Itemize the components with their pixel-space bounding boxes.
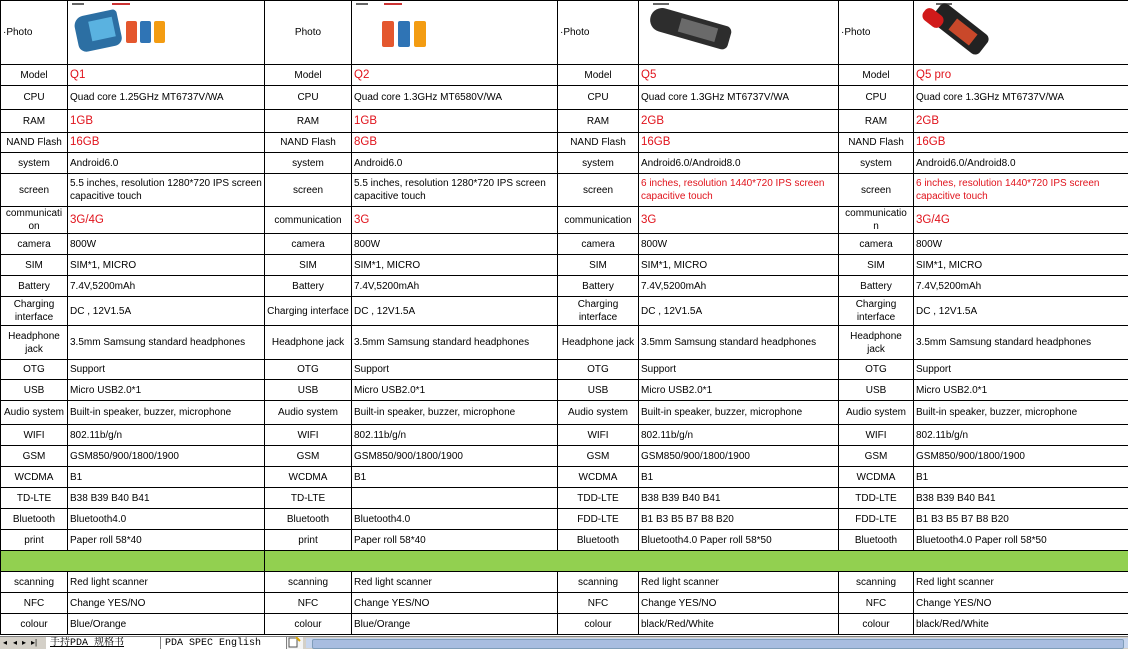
- model-label-cell[interactable]: Model: [558, 65, 639, 86]
- gsm-label-cell[interactable]: GSM: [558, 446, 639, 467]
- scanning-label-cell[interactable]: scanning: [265, 572, 352, 593]
- lte1-value-cell[interactable]: B38 B39 B40 B41: [639, 488, 839, 509]
- nfc-value-cell[interactable]: Change YES/NO: [68, 593, 265, 614]
- photo-label-cell[interactable]: ·Photo: [558, 1, 639, 65]
- scanning-label-cell[interactable]: scanning: [558, 572, 639, 593]
- ram-label-cell[interactable]: RAM: [839, 110, 914, 133]
- headphone-value-cell[interactable]: 3.5mm Samsung standard headphones: [914, 326, 1128, 360]
- otg-label-cell[interactable]: OTG: [839, 360, 914, 380]
- usb-label-cell[interactable]: USB: [839, 380, 914, 401]
- gsm-label-cell[interactable]: GSM: [839, 446, 914, 467]
- charging-value-cell[interactable]: DC , 12V1.5A: [352, 297, 558, 326]
- audio-label-cell[interactable]: Audio system: [839, 401, 914, 425]
- lte1-value-cell[interactable]: B38 B39 B40 B41: [68, 488, 265, 509]
- audio-label-cell[interactable]: Audio system: [265, 401, 352, 425]
- row-colour: [1, 614, 1128, 635]
- cpu-label-cell[interactable]: CPU: [265, 86, 352, 110]
- usb-value-cell[interactable]: Micro USB2.0*1: [914, 380, 1128, 401]
- wcdma-label-cell[interactable]: WCDMA: [265, 467, 352, 488]
- battery-label-cell[interactable]: Battery: [839, 276, 914, 297]
- charging-value-cell[interactable]: DC , 12V1.5A: [639, 297, 839, 326]
- row20-value-cell[interactable]: Bluetooth4.0: [68, 509, 265, 530]
- gsm-value-cell[interactable]: GSM850/900/1800/1900: [68, 446, 265, 467]
- lte1-value-cell[interactable]: [352, 488, 558, 509]
- scanning-value-cell[interactable]: Red light scanner: [639, 572, 839, 593]
- flash-value-cell[interactable]: 8GB: [352, 133, 558, 153]
- otg-value-cell[interactable]: Support: [914, 360, 1128, 380]
- separator-cell[interactable]: [265, 551, 1128, 572]
- scanning-label-cell[interactable]: scanning: [1, 572, 68, 593]
- ram-value-cell[interactable]: 2GB: [914, 110, 1128, 133]
- wcdma-label-cell[interactable]: WCDMA: [839, 467, 914, 488]
- row-gsm: [1, 446, 1128, 467]
- charging-value-cell[interactable]: DC , 12V1.5A: [914, 297, 1128, 326]
- screen-label-cell[interactable]: screen: [1, 174, 68, 207]
- product-photo-cell[interactable]: [352, 1, 558, 65]
- scanning-value-cell[interactable]: Red light scanner: [352, 572, 558, 593]
- headphone-label-cell[interactable]: Headphone jack: [839, 326, 914, 360]
- colour-value-cell[interactable]: black/Red/White: [914, 614, 1128, 635]
- audio-value-cell[interactable]: Built-in speaker, buzzer, microphone: [68, 401, 265, 425]
- wifi-label-cell[interactable]: WIFI: [265, 425, 352, 446]
- gsm-value-cell[interactable]: GSM850/900/1800/1900: [914, 446, 1128, 467]
- new-sheet-icon[interactable]: [286, 637, 303, 649]
- nfc-value-cell[interactable]: Change YES/NO: [352, 593, 558, 614]
- row21-value-cell[interactable]: Bluetooth4.0 Paper roll 58*50: [639, 530, 839, 551]
- screen-value-cell[interactable]: 6 inches, resolution 1440*720 IPS screen capacitive touch: [914, 174, 1128, 207]
- sim-value-cell[interactable]: SIM*1, MICRO: [914, 255, 1128, 276]
- row-scanning: [1, 572, 1128, 593]
- usb-label-cell[interactable]: USB: [558, 380, 639, 401]
- model-label-cell[interactable]: Model: [1, 65, 68, 86]
- colour-value-cell[interactable]: black/Red/White: [639, 614, 839, 635]
- flash-value-cell[interactable]: 16GB: [914, 133, 1128, 153]
- gsm-label-cell[interactable]: GSM: [265, 446, 352, 467]
- otg-label-cell[interactable]: OTG: [558, 360, 639, 380]
- ram-label-cell[interactable]: RAM: [1, 110, 68, 133]
- colour-label-cell[interactable]: colour: [558, 614, 639, 635]
- gsm-value-cell[interactable]: GSM850/900/1800/1900: [639, 446, 839, 467]
- headphone-label-cell[interactable]: Headphone jack: [1, 326, 68, 360]
- sim-label-cell[interactable]: SIM: [1, 255, 68, 276]
- audio-value-cell[interactable]: Built-in speaker, buzzer, microphone: [352, 401, 558, 425]
- otg-value-cell[interactable]: Support: [352, 360, 558, 380]
- row-usb: [1, 380, 1128, 401]
- row-model: [1, 65, 1128, 86]
- row-charging: [1, 297, 1128, 326]
- row-nfc: [1, 593, 1128, 614]
- sim-label-cell[interactable]: SIM: [839, 255, 914, 276]
- wifi-label-cell[interactable]: WIFI: [839, 425, 914, 446]
- row21-label-cell[interactable]: Bluetooth: [558, 530, 639, 551]
- otg-value-cell[interactable]: Support: [68, 360, 265, 380]
- product-photo-q2: [352, 1, 432, 65]
- wifi-value-cell[interactable]: 802.11b/g/n: [352, 425, 558, 446]
- row20-label-cell[interactable]: FDD-LTE: [839, 509, 914, 530]
- headphone-value-cell[interactable]: 3.5mm Samsung standard headphones: [68, 326, 265, 360]
- row21-value-cell[interactable]: Paper roll 58*40: [68, 530, 265, 551]
- screen-label-cell[interactable]: screen: [558, 174, 639, 207]
- battery-value-cell[interactable]: 7.4V,5200mAh: [68, 276, 265, 297]
- wifi-label-cell[interactable]: WIFI: [1, 425, 68, 446]
- comm-label-cell[interactable]: communication: [265, 207, 352, 234]
- charging-label-cell[interactable]: Charging interface: [839, 297, 914, 326]
- screen-label-cell[interactable]: screen: [265, 174, 352, 207]
- row-wifi: [1, 425, 1128, 446]
- row20-label-cell[interactable]: FDD-LTE: [558, 509, 639, 530]
- lte1-value-cell[interactable]: B38 B39 B40 B41: [914, 488, 1128, 509]
- row-lte1: [1, 488, 1128, 509]
- model-label-cell[interactable]: Model: [839, 65, 914, 86]
- photo-label-cell[interactable]: Photo: [265, 1, 352, 65]
- row21-value-cell[interactable]: Paper roll 58*40: [352, 530, 558, 551]
- system-label-cell[interactable]: system: [265, 153, 352, 174]
- lte1-label-cell[interactable]: TDD-LTE: [558, 488, 639, 509]
- comm-value-cell[interactable]: 3G: [352, 207, 558, 234]
- otg-label-cell[interactable]: OTG: [265, 360, 352, 380]
- row21-value-cell[interactable]: Bluetooth4.0 Paper roll 58*50: [914, 530, 1128, 551]
- sim-value-cell[interactable]: SIM*1, MICRO: [68, 255, 265, 276]
- sheet-tab-chinese-spec[interactable]: 手持PDA 规格书: [46, 637, 164, 649]
- cpu-label-cell[interactable]: CPU: [1, 86, 68, 110]
- row-headphone: [1, 326, 1128, 360]
- lte1-label-cell[interactable]: TDD-LTE: [839, 488, 914, 509]
- audio-label-cell[interactable]: Audio system: [1, 401, 68, 425]
- scanning-value-cell[interactable]: Red light scanner: [914, 572, 1128, 593]
- nfc-label-cell[interactable]: NFC: [558, 593, 639, 614]
- audio-label-cell[interactable]: Audio system: [558, 401, 639, 425]
- row-flash: [1, 133, 1128, 153]
- nfc-label-cell[interactable]: NFC: [839, 593, 914, 614]
- camera-label-cell[interactable]: camera: [1, 234, 68, 255]
- system-label-cell[interactable]: system: [558, 153, 639, 174]
- model-value-cell[interactable]: Q5 pro: [914, 65, 1128, 86]
- row20-label-cell[interactable]: Bluetooth: [1, 509, 68, 530]
- wifi-label-cell[interactable]: WIFI: [558, 425, 639, 446]
- model-value-cell[interactable]: Q5: [639, 65, 839, 86]
- battery-value-cell[interactable]: 7.4V,5200mAh: [352, 276, 558, 297]
- colour-label-cell[interactable]: colour: [1, 614, 68, 635]
- cpu-value-cell[interactable]: Quad core 1.3GHz MT6737V/WA: [639, 86, 839, 110]
- wifi-value-cell[interactable]: 802.11b/g/n: [914, 425, 1128, 446]
- photo-label-cell[interactable]: ·Photo: [839, 1, 914, 65]
- otg-value-cell[interactable]: Support: [639, 360, 839, 380]
- cpu-value-cell[interactable]: Quad core 1.3GHz MT6580V/WA: [352, 86, 558, 110]
- system-value-cell[interactable]: Android6.0/Android8.0: [639, 153, 839, 174]
- flash-value-cell[interactable]: 16GB: [639, 133, 839, 153]
- camera-label-cell[interactable]: camera: [839, 234, 914, 255]
- row-ram: [1, 110, 1128, 133]
- last-sheet-button[interactable]: ▸|: [31, 639, 37, 647]
- audio-value-cell[interactable]: Built-in speaker, buzzer, microphone: [914, 401, 1128, 425]
- ram-value-cell[interactable]: 2GB: [639, 110, 839, 133]
- row21-label-cell[interactable]: print: [1, 530, 68, 551]
- next-sheet-button[interactable]: ▸: [22, 639, 26, 647]
- comm-value-cell[interactable]: 3G/4G: [68, 207, 265, 234]
- battery-value-cell[interactable]: 7.4V,5200mAh: [639, 276, 839, 297]
- cpu-label-cell[interactable]: CPU: [558, 86, 639, 110]
- sim-value-cell[interactable]: SIM*1, MICRO: [639, 255, 839, 276]
- row-screen: [1, 174, 1128, 207]
- battery-label-cell[interactable]: Battery: [558, 276, 639, 297]
- product-photo-cell[interactable]: [639, 1, 839, 65]
- prev-sheet-button[interactable]: ◂: [13, 639, 17, 647]
- colour-value-cell[interactable]: Blue/Orange: [68, 614, 265, 635]
- scanning-label-cell[interactable]: scanning: [839, 572, 914, 593]
- audio-value-cell[interactable]: Built-in speaker, buzzer, microphone: [639, 401, 839, 425]
- scanning-value-cell[interactable]: Red light scanner: [68, 572, 265, 593]
- colour-label-cell[interactable]: colour: [265, 614, 352, 635]
- cpu-label-cell[interactable]: CPU: [839, 86, 914, 110]
- camera-value-cell[interactable]: 800W: [352, 234, 558, 255]
- sheet-tab-bar: [0, 636, 1128, 649]
- product-photo-cell[interactable]: [68, 1, 265, 65]
- model-value-cell[interactable]: Q1: [68, 65, 265, 86]
- row20-value-cell[interactable]: B1 B3 B5 B7 B8 B20: [639, 509, 839, 530]
- row-battery: [1, 276, 1128, 297]
- photo-label-cell[interactable]: ·Photo: [1, 1, 68, 65]
- usb-value-cell[interactable]: Micro USB2.0*1: [68, 380, 265, 401]
- row-sim: [1, 255, 1128, 276]
- row-otg: [1, 360, 1128, 380]
- screen-label-cell[interactable]: screen: [839, 174, 914, 207]
- flash-label-cell[interactable]: NAND Flash: [265, 133, 352, 153]
- row20-label-cell[interactable]: Bluetooth: [265, 509, 352, 530]
- flash-label-cell[interactable]: NAND Flash: [839, 133, 914, 153]
- screen-value-cell[interactable]: 6 inches, resolution 1440*720 IPS screen capacitive touch: [639, 174, 839, 207]
- flash-value-cell[interactable]: 16GB: [68, 133, 265, 153]
- system-value-cell[interactable]: Android6.0: [68, 153, 265, 174]
- comm-value-cell[interactable]: 3G: [639, 207, 839, 234]
- flash-label-cell[interactable]: NAND Flash: [558, 133, 639, 153]
- row20-value-cell[interactable]: Bluetooth4.0: [352, 509, 558, 530]
- system-label-cell[interactable]: system: [1, 153, 68, 174]
- battery-label-cell[interactable]: Battery: [265, 276, 352, 297]
- headphone-value-cell[interactable]: 3.5mm Samsung standard headphones: [639, 326, 839, 360]
- otg-label-cell[interactable]: OTG: [1, 360, 68, 380]
- ram-label-cell[interactable]: RAM: [265, 110, 352, 133]
- flash-label-cell[interactable]: NAND Flash: [1, 133, 68, 153]
- row-row20: [1, 509, 1128, 530]
- comm-label-cell[interactable]: communication: [558, 207, 639, 234]
- model-label-cell[interactable]: Model: [265, 65, 352, 86]
- camera-value-cell[interactable]: 800W: [68, 234, 265, 255]
- camera-label-cell[interactable]: camera: [558, 234, 639, 255]
- charging-label-cell[interactable]: Charging interface: [265, 297, 352, 326]
- sim-label-cell[interactable]: SIM: [265, 255, 352, 276]
- product-photo-q5-pro: [914, 1, 1014, 65]
- row21-label-cell[interactable]: Bluetooth: [839, 530, 914, 551]
- nfc-value-cell[interactable]: Change YES/NO: [639, 593, 839, 614]
- wcdma-value-cell[interactable]: B1: [68, 467, 265, 488]
- gsm-value-cell[interactable]: GSM850/900/1800/1900: [352, 446, 558, 467]
- row-camera: [1, 234, 1128, 255]
- wifi-value-cell[interactable]: 802.11b/g/n: [639, 425, 839, 446]
- sim-value-cell[interactable]: SIM*1, MICRO: [352, 255, 558, 276]
- screen-value-cell[interactable]: 5.5 inches, resolution 1280*720 IPS screen capacitive touch: [68, 174, 265, 207]
- horizontal-scrollbar[interactable]: [306, 638, 1128, 648]
- row-system: [1, 153, 1128, 174]
- camera-value-cell[interactable]: 800W: [914, 234, 1128, 255]
- row-wcdma: [1, 467, 1128, 488]
- wcdma-value-cell[interactable]: B1: [639, 467, 839, 488]
- system-value-cell[interactable]: Android6.0/Android8.0: [914, 153, 1128, 174]
- cpu-value-cell[interactable]: Quad core 1.3GHz MT6737V/WA: [914, 86, 1128, 110]
- camera-label-cell[interactable]: camera: [265, 234, 352, 255]
- row-row21: [1, 530, 1128, 551]
- comm-label-cell[interactable]: communicatio n: [839, 207, 914, 234]
- headphone-label-cell[interactable]: Headphone jack: [265, 326, 352, 360]
- wcdma-value-cell[interactable]: B1: [914, 467, 1128, 488]
- wcdma-label-cell[interactable]: WCDMA: [558, 467, 639, 488]
- battery-value-cell[interactable]: 7.4V,5200mAh: [914, 276, 1128, 297]
- ram-value-cell[interactable]: 1GB: [68, 110, 265, 133]
- ram-value-cell[interactable]: 1GB: [352, 110, 558, 133]
- usb-label-cell[interactable]: USB: [1, 380, 68, 401]
- row-sep: [1, 551, 1128, 572]
- comm-label-cell[interactable]: communicati on: [1, 207, 68, 234]
- gsm-label-cell[interactable]: GSM: [1, 446, 68, 467]
- charging-label-cell[interactable]: Charging interface: [558, 297, 639, 326]
- battery-label-cell[interactable]: Battery: [1, 276, 68, 297]
- wcdma-value-cell[interactable]: B1: [352, 467, 558, 488]
- row-audio: [1, 401, 1128, 425]
- system-value-cell[interactable]: Android6.0: [352, 153, 558, 174]
- sheet-tab-english-spec[interactable]: PDA SPEC English: [160, 637, 289, 649]
- charging-label-cell[interactable]: Charging interface: [1, 297, 68, 326]
- wcdma-label-cell[interactable]: WCDMA: [1, 467, 68, 488]
- model-value-cell[interactable]: Q2: [352, 65, 558, 86]
- first-sheet-button[interactable]: ◂: [3, 639, 7, 647]
- usb-value-cell[interactable]: Micro USB2.0*1: [352, 380, 558, 401]
- wifi-value-cell[interactable]: 802.11b/g/n: [68, 425, 265, 446]
- system-label-cell[interactable]: system: [839, 153, 914, 174]
- lte1-label-cell[interactable]: TD-LTE: [265, 488, 352, 509]
- product-photo-cell[interactable]: [914, 1, 1128, 65]
- lte1-label-cell[interactable]: TD-LTE: [1, 488, 68, 509]
- headphone-value-cell[interactable]: 3.5mm Samsung standard headphones: [352, 326, 558, 360]
- nfc-label-cell[interactable]: NFC: [265, 593, 352, 614]
- sim-label-cell[interactable]: SIM: [558, 255, 639, 276]
- row-photo: [1, 1, 1128, 65]
- cpu-value-cell[interactable]: Quad core 1.25GHz MT6737V/WA: [68, 86, 265, 110]
- product-photo-q5: [639, 1, 739, 65]
- charging-value-cell[interactable]: DC , 12V1.5A: [68, 297, 265, 326]
- headphone-label-cell[interactable]: Headphone jack: [558, 326, 639, 360]
- colour-value-cell[interactable]: Blue/Orange: [352, 614, 558, 635]
- ram-label-cell[interactable]: RAM: [558, 110, 639, 133]
- row-comm: [1, 207, 1128, 234]
- row-cpu: [1, 86, 1128, 110]
- row21-label-cell[interactable]: print: [265, 530, 352, 551]
- row20-value-cell[interactable]: B1 B3 B5 B7 B8 B20: [914, 509, 1128, 530]
- usb-value-cell[interactable]: Micro USB2.0*1: [639, 380, 839, 401]
- usb-label-cell[interactable]: USB: [265, 380, 352, 401]
- nfc-label-cell[interactable]: NFC: [1, 593, 68, 614]
- separator-cell[interactable]: [1, 551, 265, 572]
- nfc-value-cell[interactable]: Change YES/NO: [914, 593, 1128, 614]
- screen-value-cell[interactable]: 5.5 inches, resolution 1280*720 IPS screen capacitive touch: [352, 174, 558, 207]
- product-photo-q1: [68, 1, 168, 65]
- comm-value-cell[interactable]: 3G/4G: [914, 207, 1128, 234]
- colour-label-cell[interactable]: colour: [839, 614, 914, 635]
- camera-value-cell[interactable]: 800W: [639, 234, 839, 255]
